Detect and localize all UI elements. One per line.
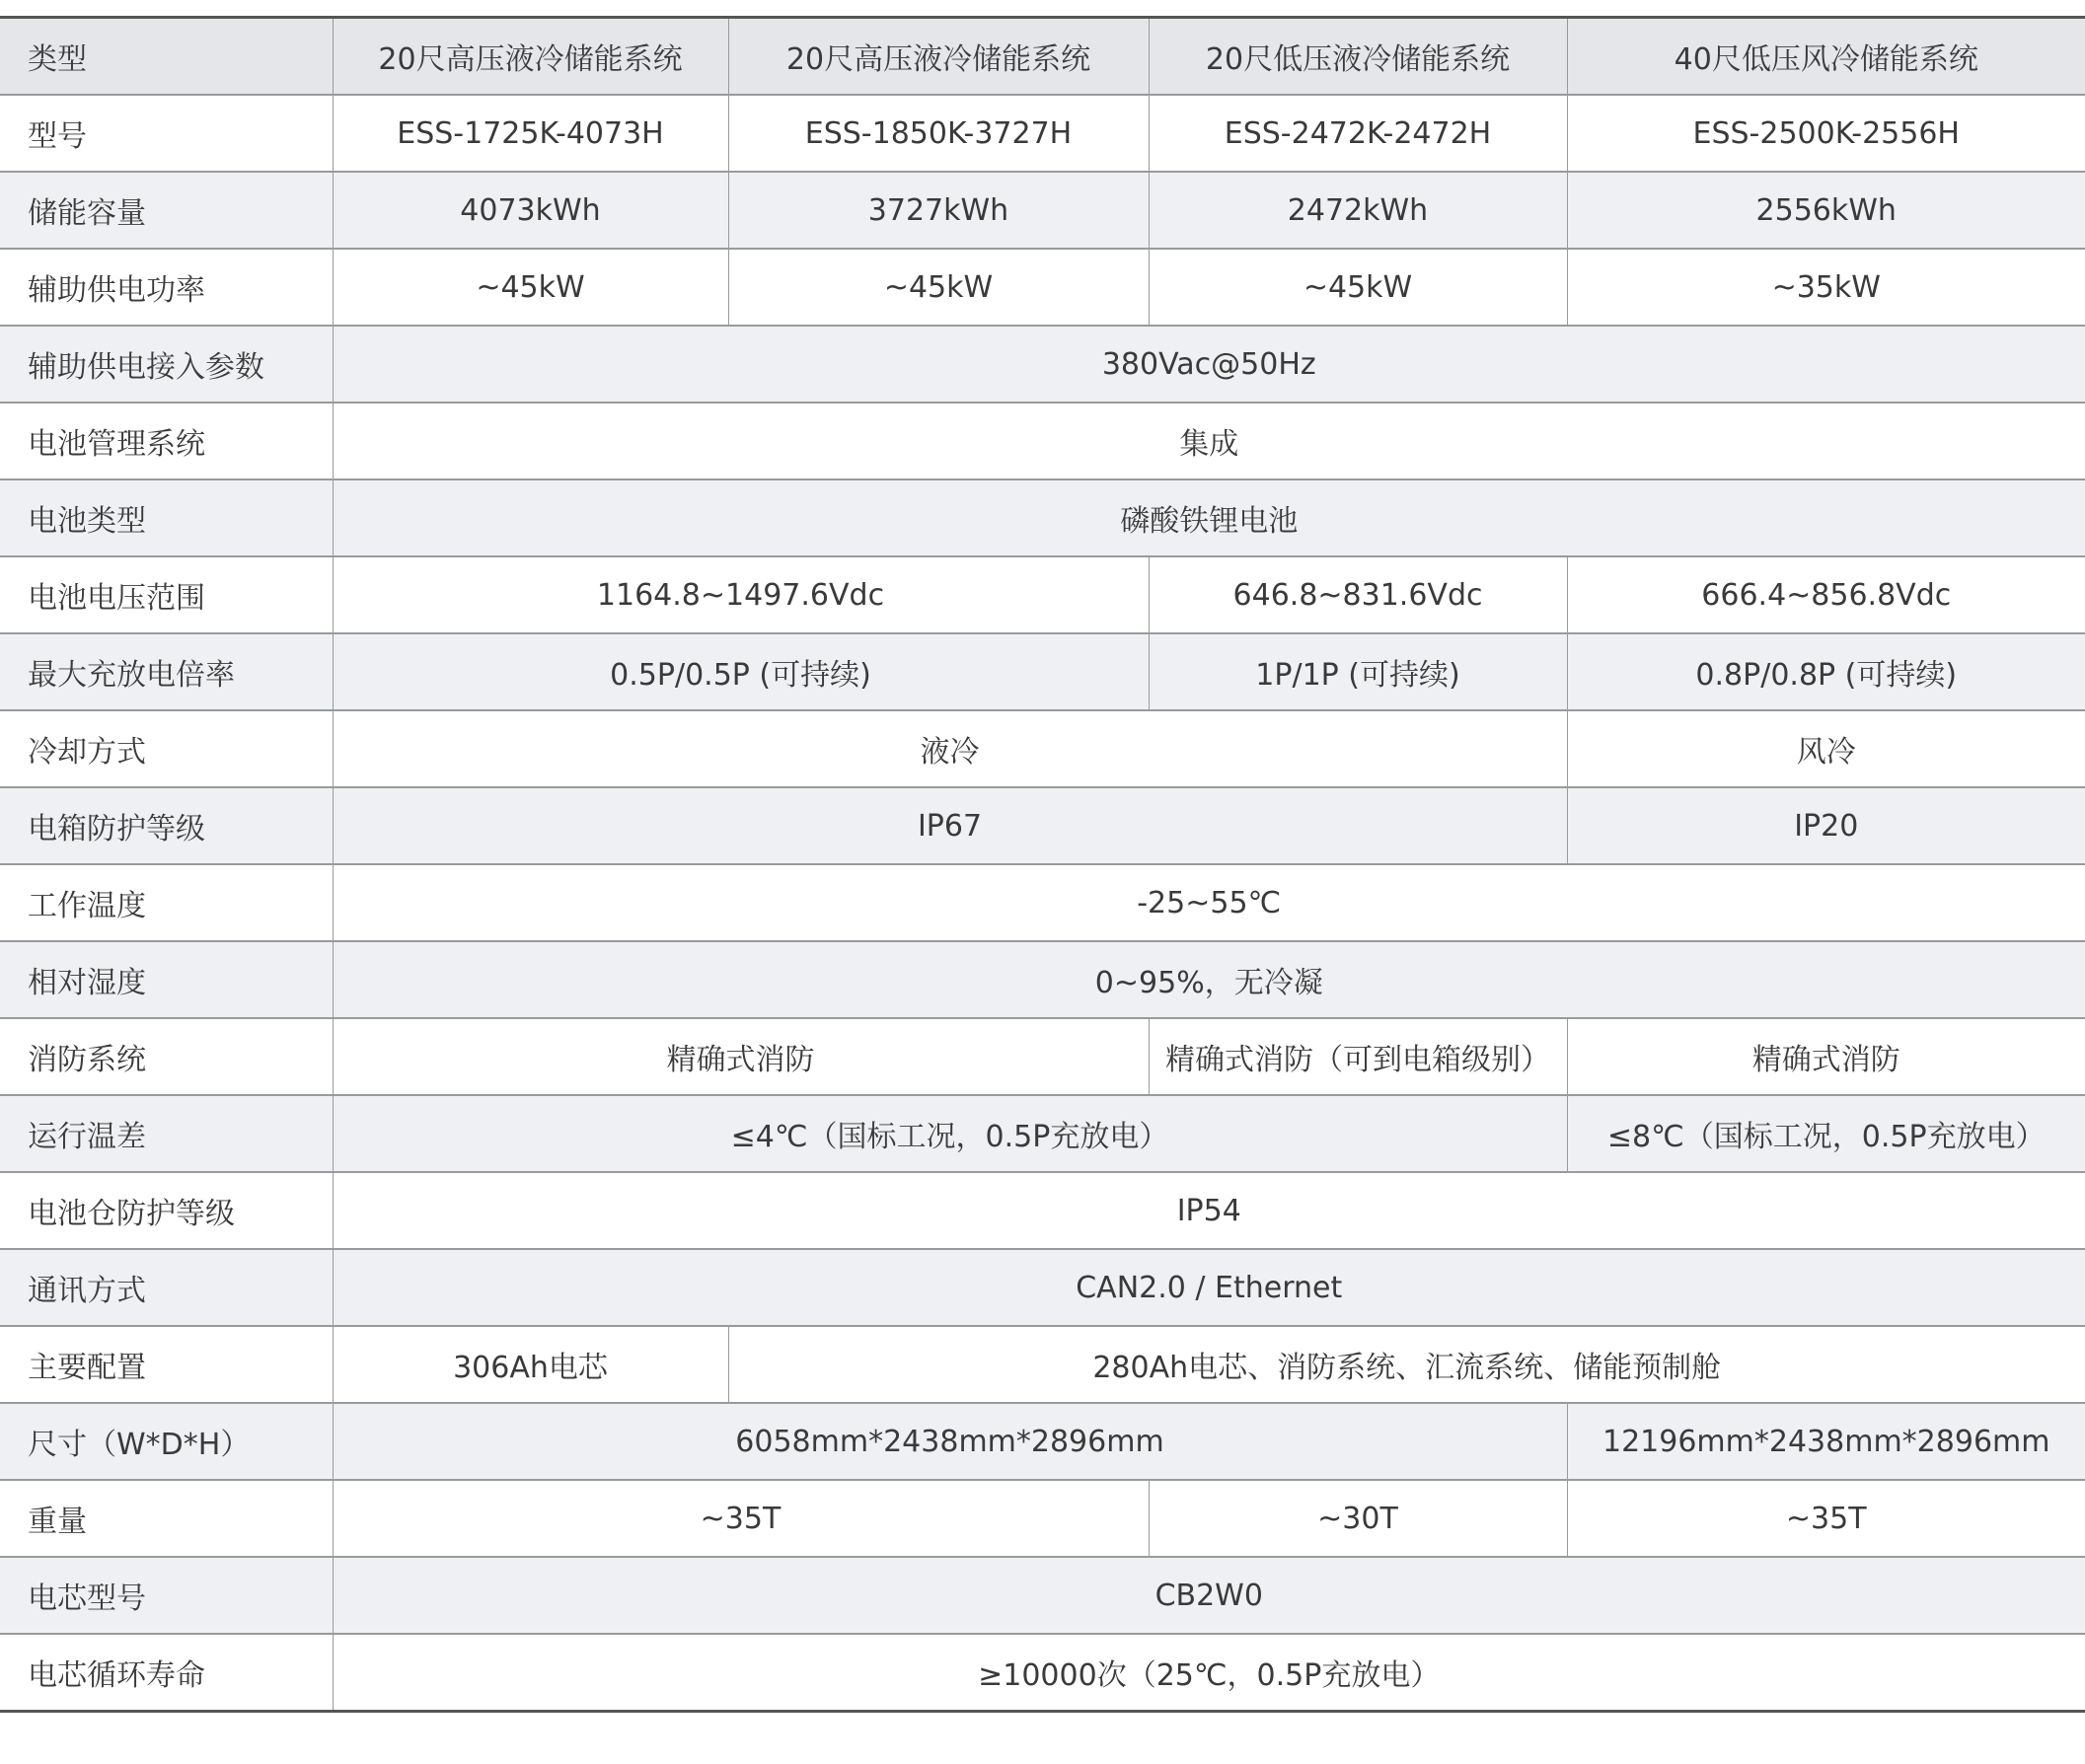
cell-value: IP20 bbox=[1567, 787, 2085, 864]
cell-value: ~30T bbox=[1149, 1480, 1567, 1557]
cell-value: 666.4~856.8Vdc bbox=[1567, 556, 2085, 633]
row-label: 辅助供电接入参数 bbox=[0, 326, 333, 403]
cell-value: ≥10000次（25℃，0.5P充放电） bbox=[333, 1634, 2085, 1712]
row-label: 电芯循环寿命 bbox=[0, 1634, 333, 1712]
row-weight bbox=[0, 1480, 2085, 1557]
row-label: 储能容量 bbox=[0, 172, 333, 249]
spec-table bbox=[0, 16, 2085, 1713]
row-battery-type bbox=[0, 479, 2085, 556]
cell-value: 306Ah电芯 bbox=[333, 1326, 728, 1403]
cell-value: 0~95%，无冷凝 bbox=[333, 941, 2085, 1018]
cell-value: ESS-1725K-4073H bbox=[333, 95, 728, 172]
cell-value: 精确式消防（可到电箱级别） bbox=[1149, 1018, 1567, 1095]
row-label: 电芯型号 bbox=[0, 1557, 333, 1634]
cell-value: -25~55℃ bbox=[333, 864, 2085, 941]
row-cooling bbox=[0, 710, 2085, 787]
cell-value: ~45kW bbox=[728, 249, 1149, 326]
header-label: 类型 bbox=[0, 18, 333, 96]
row-label: 电池类型 bbox=[0, 479, 333, 556]
cell-value: 风冷 bbox=[1567, 710, 2085, 787]
cell-value: 646.8~831.6Vdc bbox=[1149, 556, 1567, 633]
cell-value: 精确式消防 bbox=[1567, 1018, 2085, 1095]
cell-value: ≤4℃（国标工况，0.5P充放电） bbox=[333, 1095, 1567, 1172]
cell-value: 精确式消防 bbox=[333, 1018, 1149, 1095]
header-col-3: 20尺低压液冷储能系统 bbox=[1149, 18, 1567, 96]
row-cell-model bbox=[0, 1557, 2085, 1634]
row-label: 运行温差 bbox=[0, 1095, 333, 1172]
row-config bbox=[0, 1326, 2085, 1403]
row-aux-params bbox=[0, 326, 2085, 403]
row-label: 电池仓防护等级 bbox=[0, 1172, 333, 1249]
row-label: 尺寸（W*D*H） bbox=[0, 1403, 333, 1480]
cell-value: CB2W0 bbox=[333, 1557, 2085, 1634]
cell-value: ESS-1850K-3727H bbox=[728, 95, 1149, 172]
cell-value: IP54 bbox=[333, 1172, 2085, 1249]
row-comm bbox=[0, 1249, 2085, 1326]
row-label: 最大充放电倍率 bbox=[0, 633, 333, 710]
cell-value: 380Vac@50Hz bbox=[333, 326, 2085, 403]
cell-value: 磷酸铁锂电池 bbox=[333, 479, 2085, 556]
cell-value: 2556kWh bbox=[1567, 172, 2085, 249]
cell-value: 1P/1P (可持续) bbox=[1149, 633, 1567, 710]
cell-value: ESS-2472K-2472H bbox=[1149, 95, 1567, 172]
cell-value: 集成 bbox=[333, 403, 2085, 479]
cell-value: 液冷 bbox=[333, 710, 1567, 787]
cell-value: ESS-2500K-2556H bbox=[1567, 95, 2085, 172]
cell-value: 280Ah电芯、消防系统、汇流系统、储能预制舱 bbox=[728, 1326, 2085, 1403]
row-bms bbox=[0, 403, 2085, 479]
row-label: 电箱防护等级 bbox=[0, 787, 333, 864]
row-box-ip bbox=[0, 787, 2085, 864]
row-label: 电池管理系统 bbox=[0, 403, 333, 479]
cell-value: 0.5P/0.5P (可持续) bbox=[333, 633, 1149, 710]
cell-value: ~35T bbox=[1567, 1480, 2085, 1557]
row-cycle-life bbox=[0, 1634, 2085, 1712]
row-aux-power bbox=[0, 249, 2085, 326]
row-cabin-ip bbox=[0, 1172, 2085, 1249]
row-dimensions bbox=[0, 1403, 2085, 1480]
cell-value: 1164.8~1497.6Vdc bbox=[333, 556, 1149, 633]
cell-value: ≤8℃（国标工况，0.5P充放电） bbox=[1567, 1095, 2085, 1172]
cell-value: 4073kWh bbox=[333, 172, 728, 249]
row-label: 冷却方式 bbox=[0, 710, 333, 787]
row-model bbox=[0, 95, 2085, 172]
cell-value: CAN2.0 / Ethernet bbox=[333, 1249, 2085, 1326]
cell-value: 0.8P/0.8P (可持续) bbox=[1567, 633, 2085, 710]
row-voltage-range bbox=[0, 556, 2085, 633]
header-col-1: 20尺高压液冷储能系统 bbox=[333, 18, 728, 96]
cell-value: ~45kW bbox=[1149, 249, 1567, 326]
cell-value: ~35T bbox=[333, 1480, 1149, 1557]
header-col-2: 20尺高压液冷储能系统 bbox=[728, 18, 1149, 96]
cell-value: IP67 bbox=[333, 787, 1567, 864]
row-fire bbox=[0, 1018, 2085, 1095]
row-temp-diff bbox=[0, 1095, 2085, 1172]
header-row bbox=[0, 18, 2085, 96]
cell-value: ~35kW bbox=[1567, 249, 2085, 326]
row-label: 相对湿度 bbox=[0, 941, 333, 1018]
header-col-4: 40尺低压风冷储能系统 bbox=[1567, 18, 2085, 96]
row-label: 主要配置 bbox=[0, 1326, 333, 1403]
cell-value: 6058mm*2438mm*2896mm bbox=[333, 1403, 1567, 1480]
row-label: 工作温度 bbox=[0, 864, 333, 941]
row-label: 重量 bbox=[0, 1480, 333, 1557]
row-label: 电池电压范围 bbox=[0, 556, 333, 633]
cell-value: 12196mm*2438mm*2896mm bbox=[1567, 1403, 2085, 1480]
row-label: 型号 bbox=[0, 95, 333, 172]
row-label: 辅助供电功率 bbox=[0, 249, 333, 326]
cell-value: 3727kWh bbox=[728, 172, 1149, 249]
row-label: 通讯方式 bbox=[0, 1249, 333, 1326]
row-capacity bbox=[0, 172, 2085, 249]
row-c-rate bbox=[0, 633, 2085, 710]
row-humidity bbox=[0, 941, 2085, 1018]
row-label: 消防系统 bbox=[0, 1018, 333, 1095]
row-op-temp bbox=[0, 864, 2085, 941]
cell-value: ~45kW bbox=[333, 249, 728, 326]
cell-value: 2472kWh bbox=[1149, 172, 1567, 249]
